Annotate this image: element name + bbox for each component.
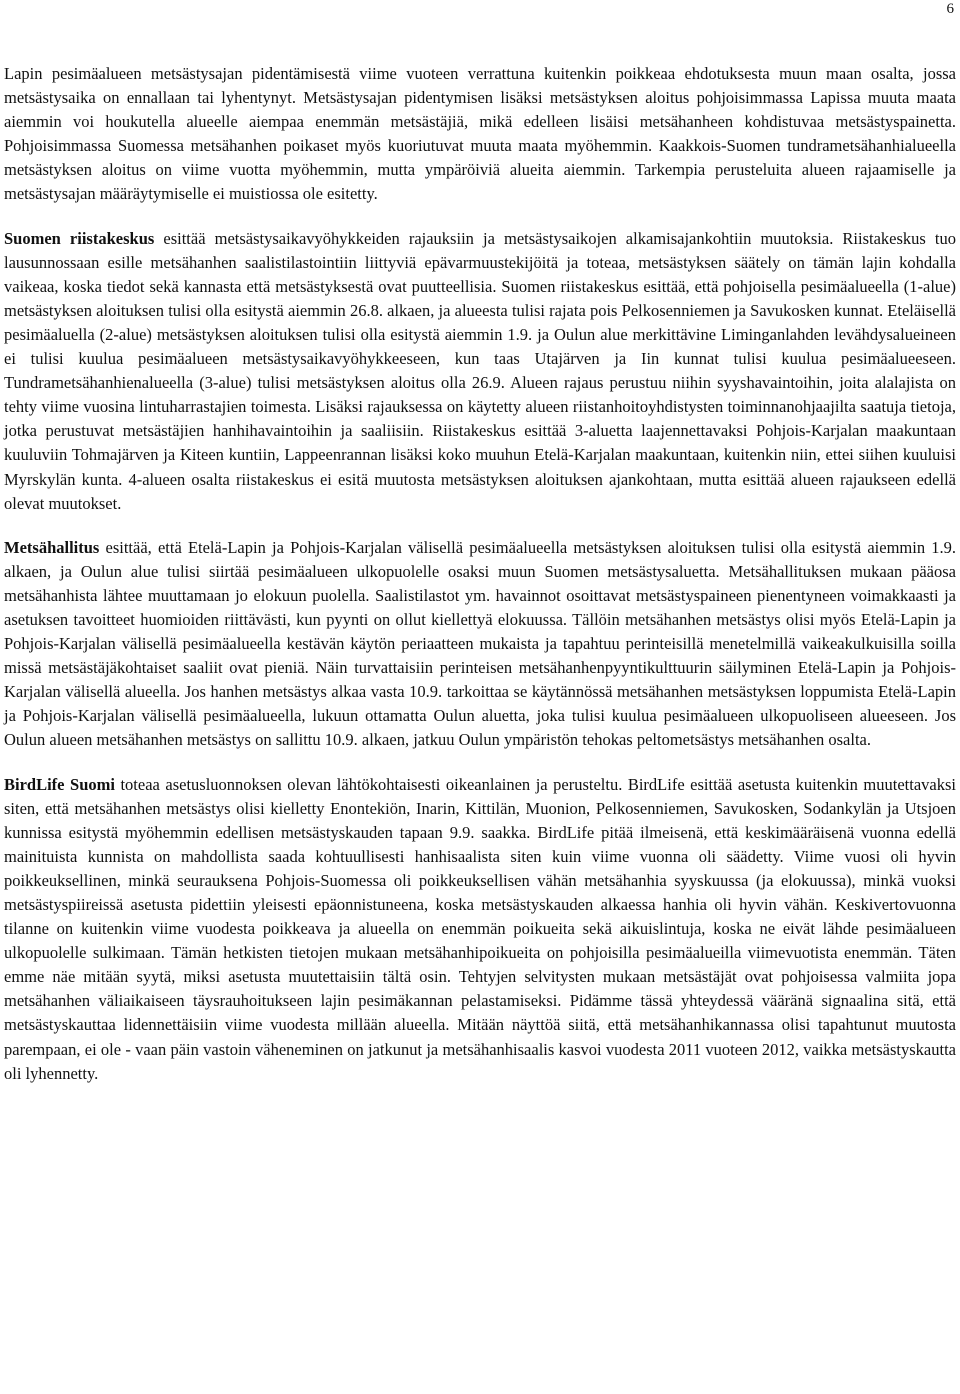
page-number: 6 xyxy=(946,1,954,17)
paragraph-suomen-riistakeskus xyxy=(4,227,956,516)
paragraph-birdlife-suomi xyxy=(4,773,956,1086)
paragraph-lapin-pesimaalue xyxy=(4,62,956,207)
paragraph-lead: Suomen riistakeskus xyxy=(4,228,155,248)
paragraph-metsahallitus xyxy=(4,536,956,753)
paragraph-lead: BirdLife Suomi xyxy=(4,774,115,794)
paragraph-text: esittää metsästysaikavyöhykkeiden rajauksiin ja metsästysaikojen alkamisajankohtiin muutoksia. Riistakeskus tuo lausunnossaan esille metsähanhen saalistilastointiin liittyviä epävarmuustekijöitä ja toteaa, metsästyksen säätely on tämän lajin kohdalla vaikeaa, koska tiedot sekä kannasta että metsästyksestä ovat puutteellisia. Suomen riistakeskus esittää, että pohjoisella pesimäalueella (1-alue) metsästyksen aloituksen tulisi olla esitystä aiemmin 26.8. alkaen, ja alueesta tulisi rajata pois Pelkosenniemen ja Savukosken kunnat. Eteläisellä pesimäaluella (2-alue) metsästyksen aloituksen tulisi olla esitystä aiemmin 1.9. ja Oulun alue merkittävine Liminganlahden levähdysalueineen ei tulisi kuulua pesimäalueen metsästysaikavyöhykkeeseen, kun taas Utajärven ja Iin kunnat tulisi kuulua pesimäalueeseen. Tundrametsähanhienalueella (3-alue) tulisi metsästyksen aloitus olla 26.9. Alueen rajaus perustuu niihin syyshavaintoihin, joita alalajista on tehty viime vuosina lintuharrastajien toimesta. Lisäksi rajauksessa on käytetty alueen riistanhoitoyhdistysten toiminnanohjaajilta saatuja tietoja, jotka perustuvat metsästäjien hanhihavaintoihin ja saaliisiin. Riistakeskus esittää 3-aluetta laajennettavaksi Pohjois-Karjalan maakuntaan kuuluviin Tohmajärven ja Kiteen kuntiin, Lappeenrannan lisäksi koko muuhun Etelä-Karjalan maakuntaan, kuitenkin niin, ettei siihen kuuluisi Myrskylän kunta. 4-alueen osalta riistakeskus ei esitä muutosta metsästyksen aloituksen ajankohtaan, mutta esittää alueen rajaukseen edellä olevat muutokset. xyxy=(4,228,956,513)
document-body xyxy=(4,62,956,1086)
paragraph-text: esittää, että Etelä-Lapin ja Pohjois-Karjalan välisellä pesimäalueella metsästyksen aloituksen tulisi olla esitystä aiemmin 1.9. alkaen, ja Oulun alue tulisi siirtää pesimäalueen ulkopuolelle osaksi muun Suomen metsästysaluetta. Metsähallituksen mukaan pääosa metsähanhista lähtee muuttamaan jo elokuun puolella. Saalistilastot ym. havainnot osoittavat metsästyspaineen pienentyneen voimakkaasti ja asetuksen tavoitteet huomioiden riittävästi, kun pyynti on ollut kiellettyä elokuussa. Tällöin metsähanhen metsästys olisi myös Etelä-Lapin ja Pohjois-Karjalan välisellä pesimäalueella kestävän käytön periaatteen mukaista ja tapahtuu perinteisillä menetelmillä vaikeakulkuisilla soilla missä metsästäjäkohtaiset saaliit ovat pieniä. Näin turvattaisiin perinteisen metsähanhenpyyntikulttuurin säilyminen Etelä-Lapin ja Pohjois-Karjalan välisellä alueella. Jos hanhen metsästys alkaa vasta 10.9. tarkoittaa se käytännössä metsähanhen metsästyksen loppumista Etelä-Lapin ja Pohjois-Karjalan välisellä pesimäalueella, lukuun ottamatta Oulun aluetta, joka tulisi kuulua pesimäalueen ulkopuoliseen alueeseen. Jos Oulun alueen metsähanhen metsästys on sallittu 10.9. alkaen, jatkuu Oulun ympäristön tehokas peltometsästys metsähanhen osalta. xyxy=(4,537,956,750)
paragraph-lead: Metsähallitus xyxy=(4,537,100,557)
paragraph-text: Lapin pesimäalueen metsästysajan pidentämisestä viime vuoteen verrattuna kuitenkin poikkeaa ehdotuksesta muun maan osalta, jossa metsästysaika on ennallaan tai lyhentynyt. Metsästysajan pidentymisen lisäksi metsästyksen aloitus pohjoisimmassa Lapissa muuta maata aiemmin voi houkutella alueelle aiempaa enemmän metsästäjiä, mikä edelleen lisäisi metsähanheen kohdistuvaa metsästyspainetta. Pohjoisimmassa Suomessa metsähanhen poikaset myös kuoriutuvat muuta maata myöhemmin. Kaakkois-Suomen tundrametsähanhialueella metsästyksen aloitus on viime vuotta myöhemmin, mutta ympäröiviä alueita aiemmin. Tarkempia perusteluita alueen rajaamiselle ja metsästysajan määräytymiselle ei muistiossa ole esitetty. xyxy=(4,64,956,204)
paragraph-text: toteaa asetusluonnoksen olevan lähtökohtaisesti oikeanlainen ja perusteltu. BirdLife esittää asetusta kuitenkin muutettavaksi siten, että metsähanhen metsästys olisi kielletty Enontekiön, Inarin, Kittilän, Muonion, Pelkosenniemen, Savukosken, Sodankylän ja Utsjoen kunnissa esitystä myöhemmin edellisen metsästyskauden tapaan 9.9. saakka. BirdLife pitää ilmeisenä, että keskimääräisenä vuonna edellä mainituista kunnista on mahdollista saada kohtuullisesti hanhisaalista siten kuin viime vuonna oli säädetty. Viime vuosi oli hyvin poikkeuksellinen, minkä seurauksena Pohjois-Suomessa oli poikkeuksellisen vähän metsähanhia syyskuussa (ja elokuussa), minkä vuoksi metsästyspiireissä asetusta pidettiin yleisesti epäonnistuneena, koska metsästyskauden alkaessa hanhia oli hyvin vähän. Keskivertovuonna tilanne on kuitenkin viime vuodesta poikkeava ja alueella on enemmän poikueita sekä aikuislintuja, koska ne eivät lähde pesimäalueen ulkopuolelle sulkimaan. Tämän hetkisten tietojen mukaan metsähanhipoikueita on pohjoisilla pesimäalueilla viimevuotista enemmän. Täten emme näe mitään syytä, miksi asetusta muutettaisiin tältä osin. Tehtyjen selvitysten mukaan metsästäjät ovat pohjoisessa valmiita jopa metsähanhen väliaikaiseen täysrauhoitukseen lajin pesimäkannan pelastamiseksi. Pidämme tässä yhteydessä vääränä signaalina sitä, että metsästyskauttaa lidennettäisiin viime vuodesta millään alueella. Mitään näyttöä siitä, että metsähanhikannassa olisi tapahtunut muutosta parempaan, ei ole - vaan päin vastoin väheneminen on jatkunut ja metsähanhisaalis kasvoi vuodesta 2011 vuoteen 2012, vaikka metsästyskautta oli lyhennetty. xyxy=(4,774,956,1083)
